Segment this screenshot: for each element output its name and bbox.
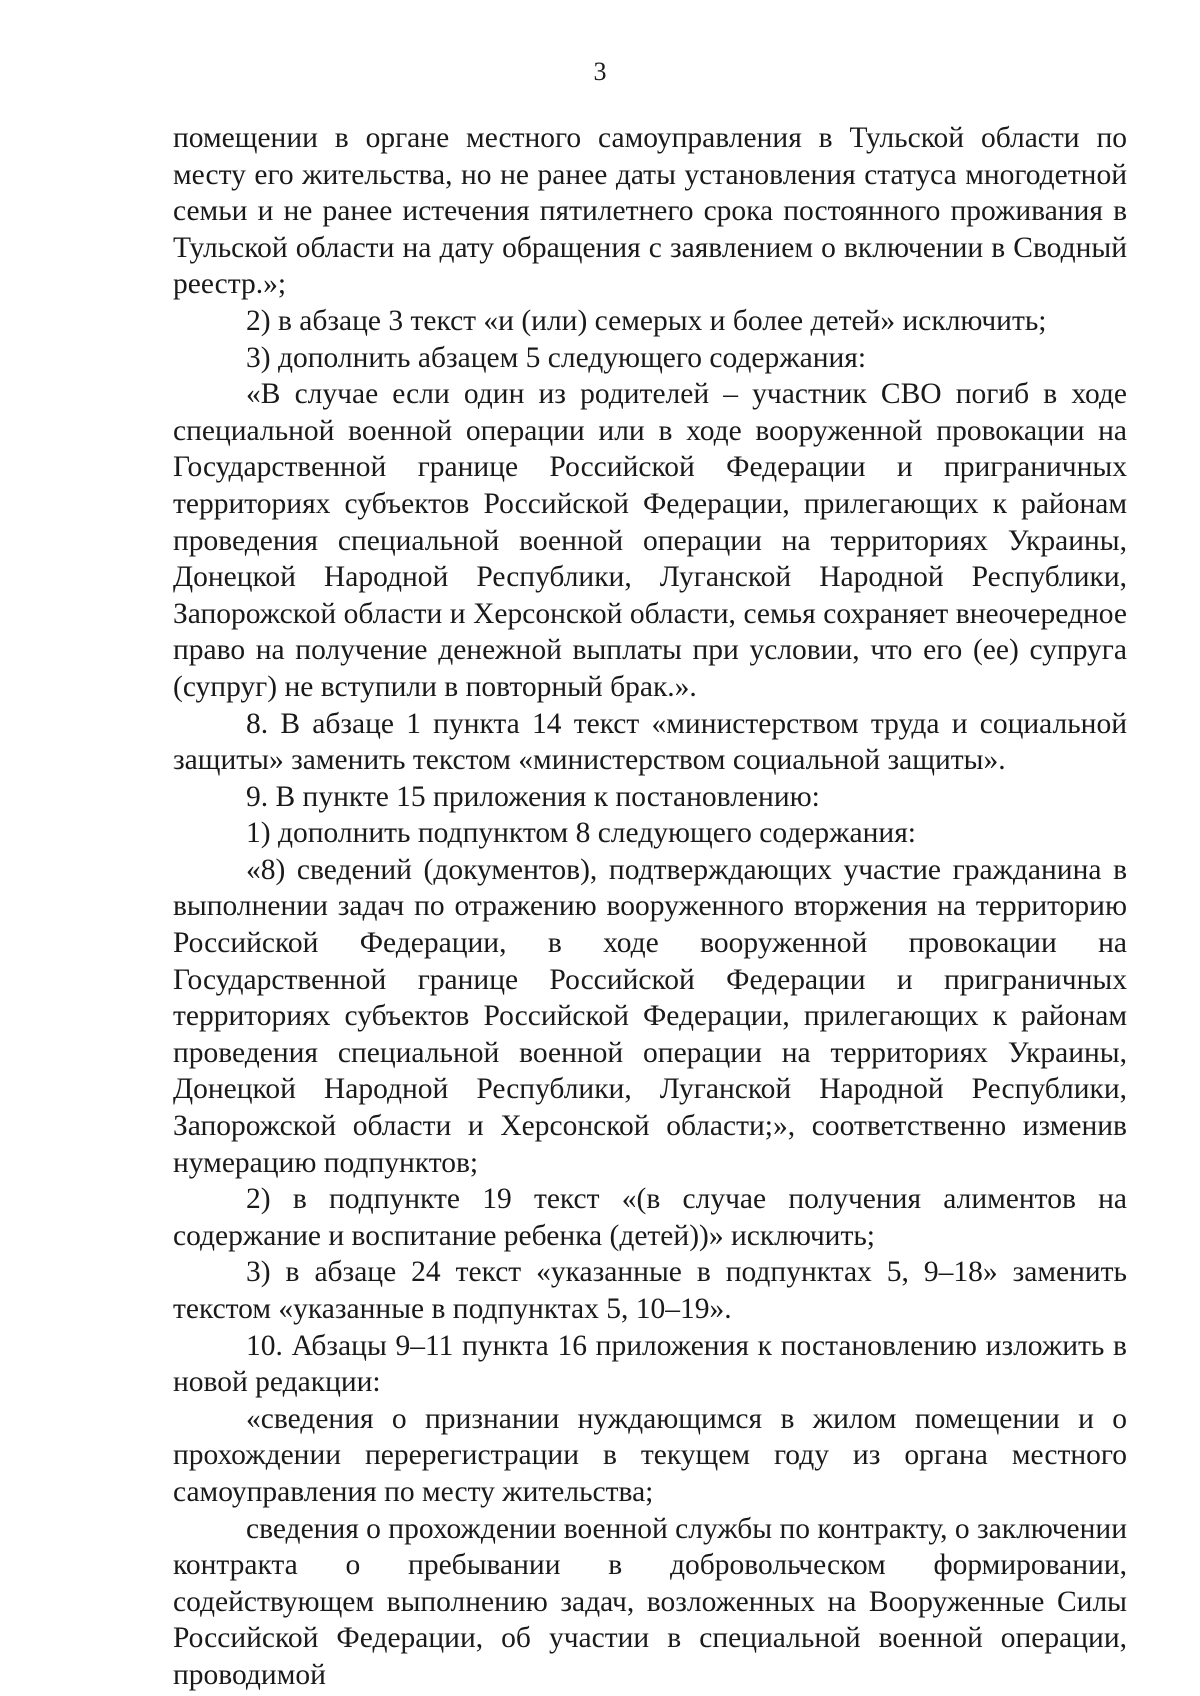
paragraph: 8. В абзаце 1 пункта 14 текст «министерством труда и социальной защиты» заменить текстом «министерством социальной защиты». bbox=[173, 707, 1127, 777]
paragraph: «В случае если один из родителей – участник СВО погиб в ходе специальной военной операции или в ходе вооруженной провокации на Государственной границе Российской Федерации и приграничных территориях субъектов Российской Федерации, прилегающих к районам проведения специальной военной операции на территориях Украины, Донецкой Народной Республики, Луганской Народной Республики, Запорожской области и Херсонской области, семья сохраняет внеочередное право на получение денежной выплаты при условии, что его (ее) супруга (супруг) не вступили в повторный брак.». bbox=[173, 378, 1127, 703]
paragraph: сведения о прохождении военной службы по контракту, о заключении контракта о пребывании в добровольческом формировании, содействующем выполнению задач, возложенных на Вооруженные Силы Российской Федерации, об участии в специальной военной операции, проводимой bbox=[173, 1512, 1128, 1691]
paragraph: 2) в подпункте 19 текст «(в случае получения алиментов на содержание и воспитание ребенка (детей))» исключить; bbox=[173, 1183, 1127, 1252]
paragraph: 3) дополнить абзацем 5 следующего содержания: bbox=[246, 341, 867, 374]
paragraph: 3) в абзаце 24 текст «указанные в подпунктах 5, 9–18» заменить текстом «указанные в подпунктах 5, 10–19». bbox=[173, 1256, 1127, 1325]
document-body bbox=[173, 120, 1127, 1694]
paragraph: «8) сведений (документов), подтверждающих участие гражданина в выполнении задач по отражению вооруженного вторжения на территорию Российской Федерации, в ходе вооруженной провокации на Государственной границе Российской Федерации и приграничных территориях субъектов Российской Федерации, прилегающих к районам проведения специальной военной операции на территориях Украины, Донецкой Народной Республики, Луганской Народной Республики, Запорожской области и Херсонской области;», соответственно изменив нумерацию подпунктов; bbox=[173, 853, 1127, 1179]
paragraph: «сведения о признании нуждающимся в жилом помещении и о прохождении перерегистрации в текущем году из органа местного самоуправления по месту жительства; bbox=[173, 1402, 1127, 1508]
paragraph: 10. Абзацы 9–11 пункта 16 приложения к постановлению изложить в новой редакции: bbox=[173, 1329, 1127, 1399]
paragraph: 1) дополнить подпунктом 8 следующего содержания: bbox=[246, 817, 916, 850]
paragraph: 2) в абзаце 3 текст «и (или) семерых и более детей» исключить; bbox=[246, 304, 1047, 337]
paragraph: помещении в органе местного самоуправления в Тульской области по месту его жительства, но не ранее даты установления статуса многодетной семьи и не ранее истечения пятилетнего срока постоянного проживания в Тульской области на дату обращения с заявлением о включении в Сводный реестр.»; bbox=[173, 122, 1127, 301]
page-number: 3 bbox=[593, 57, 607, 86]
paragraph: 9. В пункте 15 приложения к постановлению: bbox=[246, 780, 820, 813]
